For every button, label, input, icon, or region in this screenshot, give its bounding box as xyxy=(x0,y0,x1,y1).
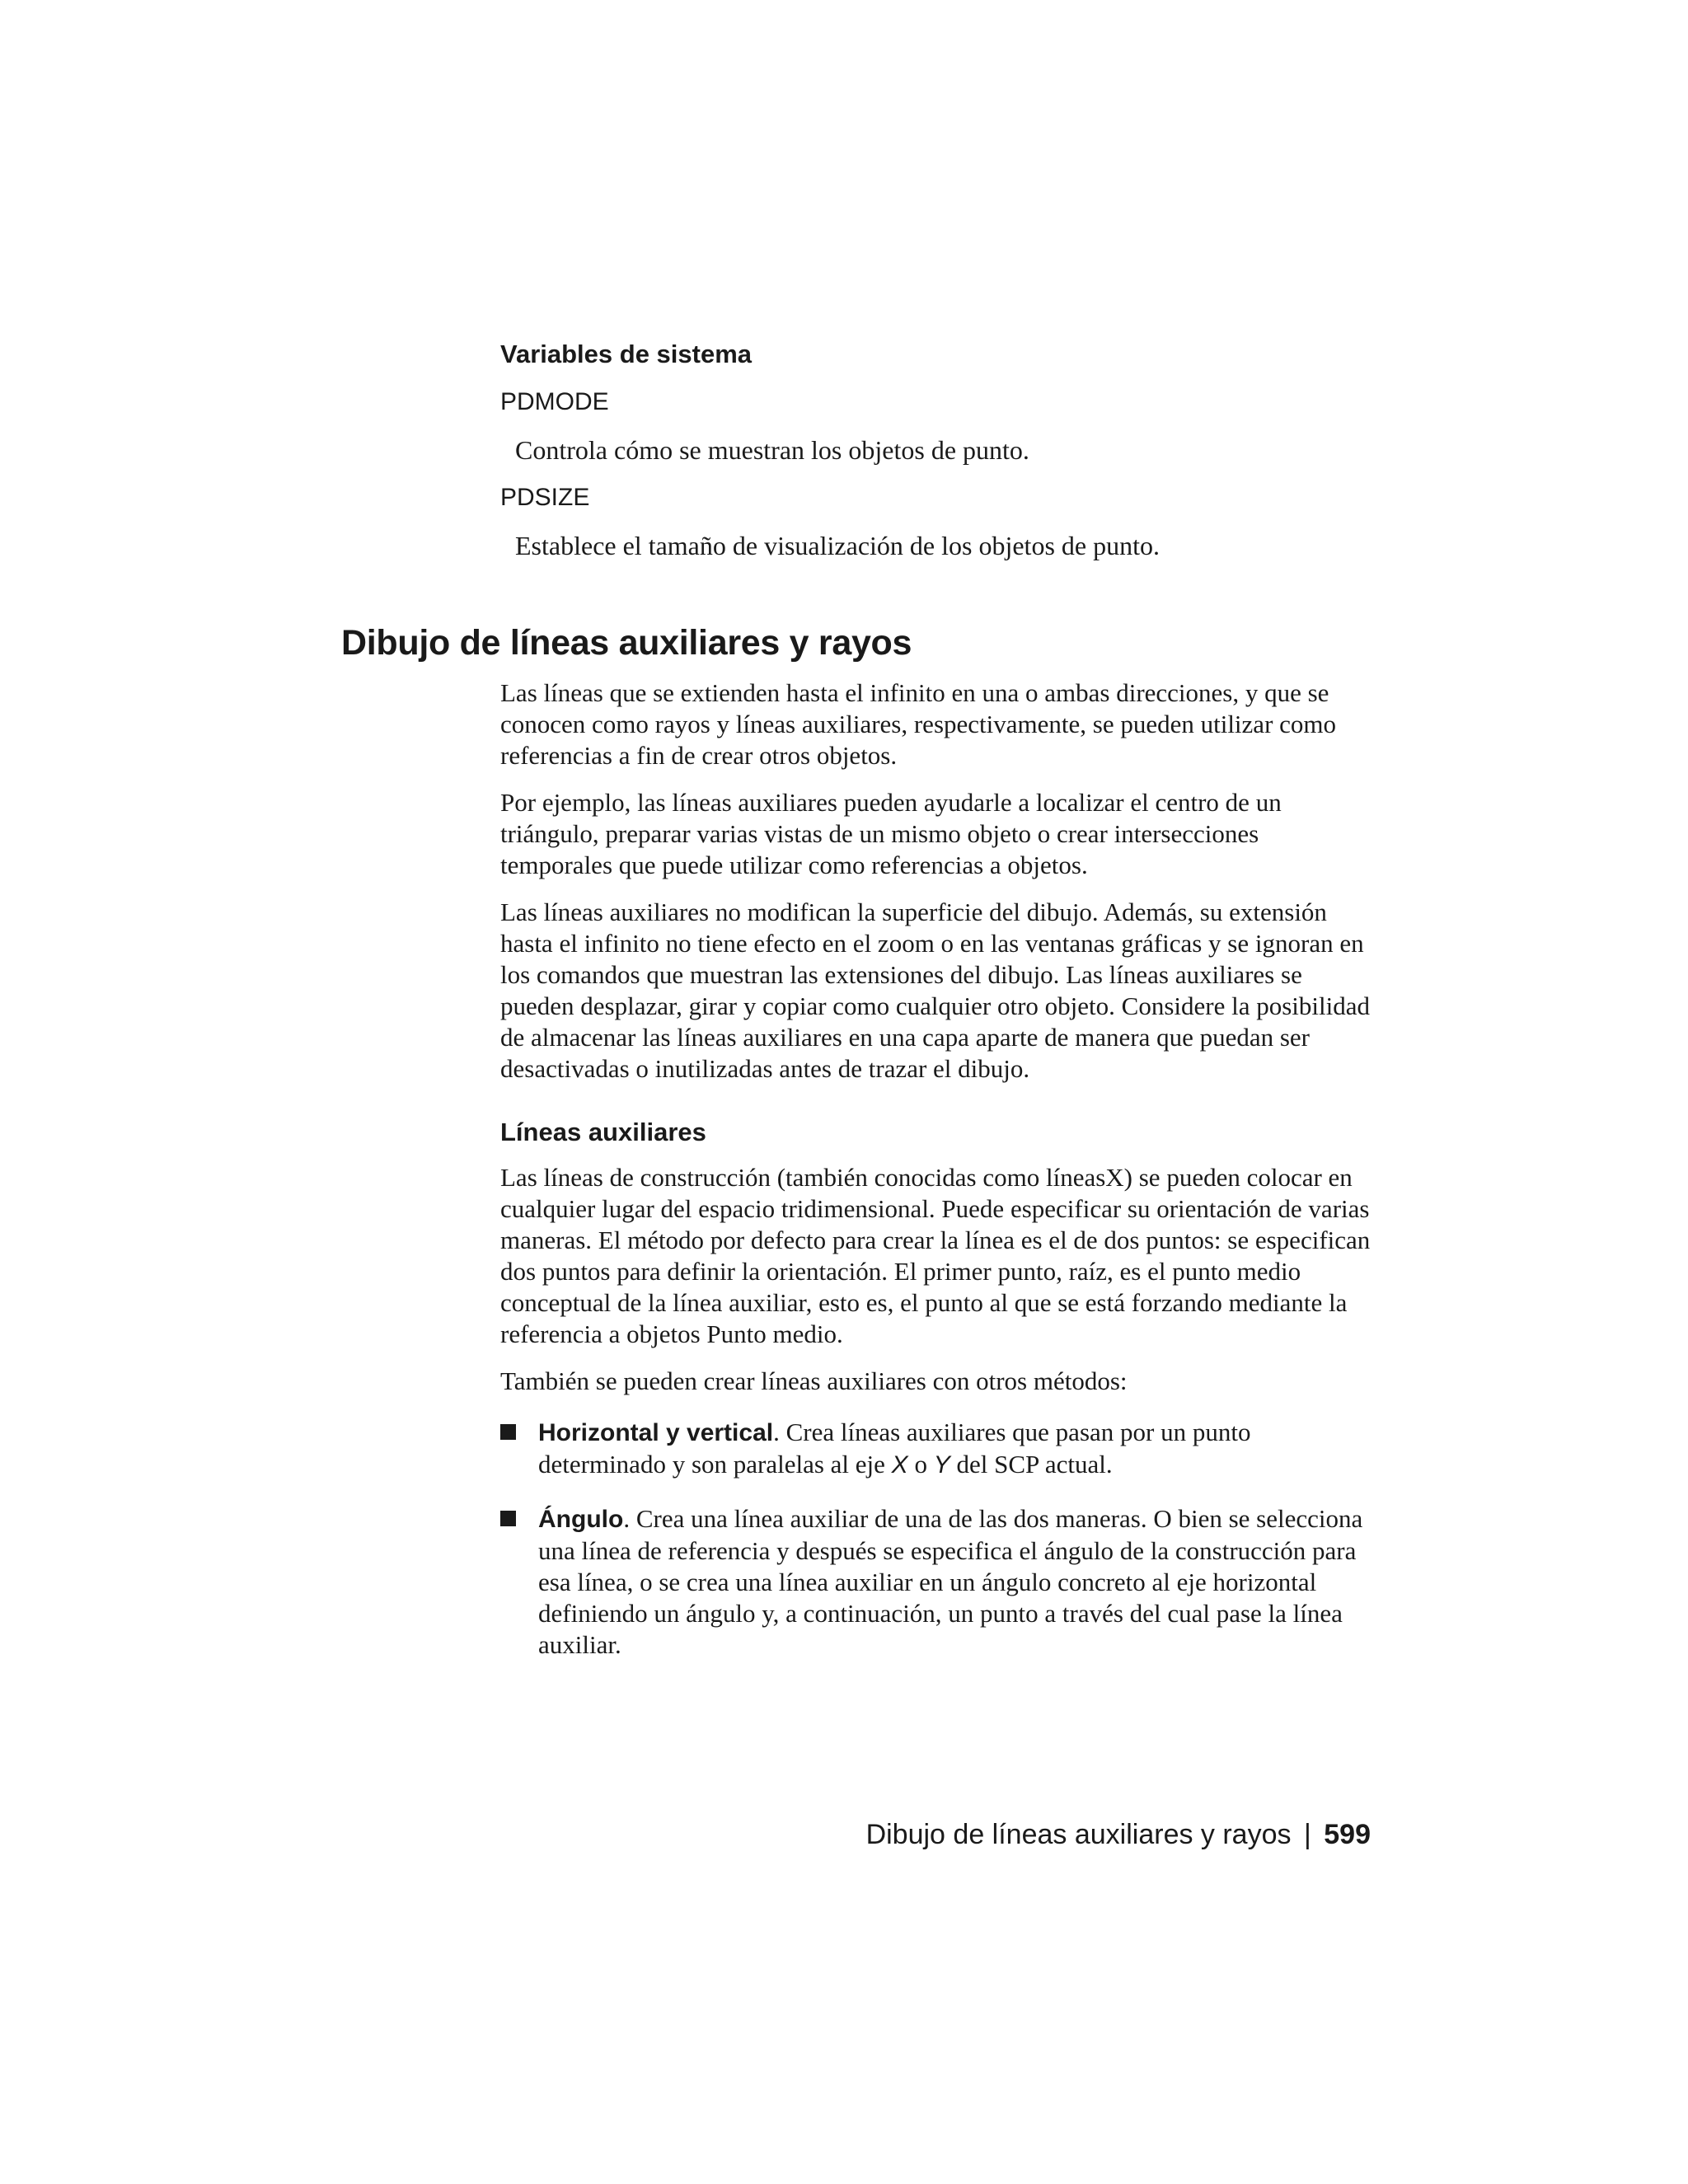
list-item xyxy=(500,1503,1374,1661)
section-title: Dibujo de líneas auxiliares y rayos xyxy=(341,623,912,663)
subsection-heading: Líneas auxiliares xyxy=(500,1118,706,1146)
page-number: 599 xyxy=(1324,1819,1371,1850)
paragraph: Las líneas auxiliares no modifican la superficie del dibujo. Además, su extensión hasta el infinito no tiene efecto en el zoom o en las ventanas gráficas y se ignoran en los comandos que muestran las extensiones del dibujo. Las líneas auxiliares se pueden desplazar, girar y copiar como cualquier otro objeto. Considere la posibilidad de almacenar las líneas auxiliares en una capa aparte de manera que puedan ser desactivadas o inutilizadas antes de trazar el dibujo. xyxy=(500,898,1370,1083)
variable-name-pdmode: PDMODE xyxy=(500,388,609,415)
bullet-text: . Crea líneas auxiliares que pasan por un punto determinado y son paralelas al eje xyxy=(538,1418,1251,1479)
bullet-text: . Crea una línea auxiliar de una de las dos maneras. O bien se selecciona una línea de referencia y después se especifica el ángulo de la construcción para esa línea, o se crea una línea auxiliar en un ángulo concreto al eje horizontal definiendo un ángulo y, a continuación, un punto a través del cual pase la línea auxiliar. xyxy=(538,1504,1363,1659)
square-bullet-icon xyxy=(500,1424,516,1440)
variable-name-pdsize: PDSIZE xyxy=(500,484,590,511)
list-item xyxy=(500,1417,1374,1481)
bullet-term: Ángulo xyxy=(538,1506,624,1533)
square-bullet-icon xyxy=(500,1511,516,1526)
paragraph: También se pueden crear líneas auxiliares con otros métodos: xyxy=(500,1366,1128,1395)
paragraph: Las líneas que se extienden hasta el infinito en una o ambas direcciones, y que se conocen como rayos y líneas auxiliares, respectivamente, se pueden utilizar como referencias a fin de crear otros objetos. xyxy=(500,678,1337,770)
axis-x-label: X xyxy=(891,1451,908,1479)
page-footer xyxy=(866,1816,1371,1854)
running-title: Dibujo de líneas auxiliares y rayos xyxy=(865,1819,1292,1850)
paragraph: Por ejemplo, las líneas auxiliares pueden ayudarle a localizar el centro de un triángulo, preparar varias vistas de un mismo objeto o crear intersecciones temporales que puede utilizar como referencias a objetos. xyxy=(500,788,1282,879)
axis-y-label: Y xyxy=(933,1451,950,1479)
section-body xyxy=(500,677,1374,1683)
variable-description-pdmode: Controla cómo se muestran los objetos de punto. xyxy=(515,435,1029,465)
bullet-text: o xyxy=(907,1450,934,1479)
bullet-list xyxy=(500,1417,1374,1661)
system-variables-heading: Variables de sistema xyxy=(500,340,753,368)
bullet-term: Horizontal y vertical xyxy=(538,1419,774,1446)
system-variables-block xyxy=(500,336,1407,575)
footer-separator: | xyxy=(1303,1819,1311,1850)
bullet-text: del SCP actual. xyxy=(950,1450,1113,1479)
paragraph: Las líneas de construcción (también conocidas como líneasX) se pueden colocar en cualquier lugar del espacio tridimensional. Puede especificar su orientación de varias maneras. El método por defecto para crear la línea es el de dos puntos: se especifican dos puntos para definir la orientación. El primer punto, raíz, es el punto medio conceptual de la línea auxiliar, esto es, el punto al que se está forzando mediante la referencia a objetos Punto medio. xyxy=(500,1163,1371,1348)
variable-description-pdsize: Establece el tamaño de visualización de los objetos de punto. xyxy=(515,531,1160,560)
